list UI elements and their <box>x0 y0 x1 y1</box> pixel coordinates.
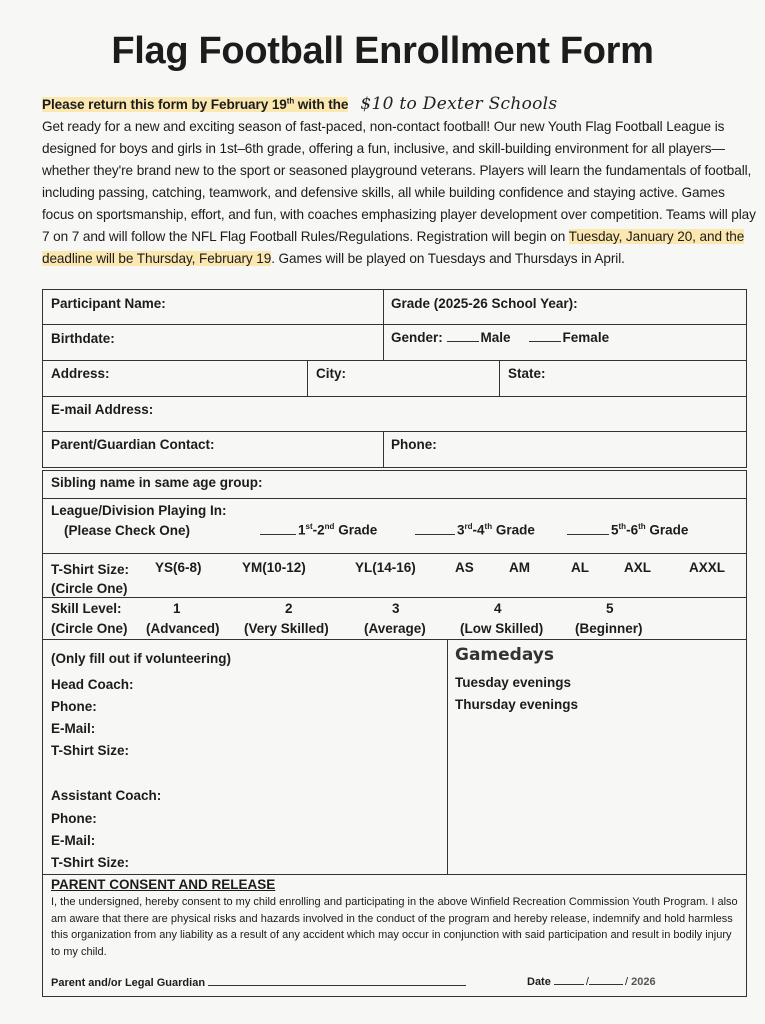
tshirt-option[interactable]: AM <box>509 560 530 575</box>
consent-title: PARENT CONSENT AND RELEASE <box>51 877 276 892</box>
skill-option-desc[interactable]: (Low Skilled) <box>460 621 544 636</box>
division-option-3-4[interactable]: 3rd-4th Grade <box>415 522 535 538</box>
guardian-signature-field[interactable]: Parent and/or Legal Guardian <box>51 977 468 989</box>
return-notice: Please return this form by February 19th with the <box>42 96 349 112</box>
email-field[interactable]: E-mail Address: <box>51 402 154 417</box>
intro-paragraph <box>42 90 757 270</box>
skill-option-number[interactable]: 1 <box>173 601 181 616</box>
tshirt-option[interactable]: YM(10-12) <box>242 560 306 575</box>
state-field[interactable]: State: <box>508 366 546 381</box>
assistant-coach-tshirt-field[interactable]: T-Shirt Size: <box>51 855 130 870</box>
assistant-coach-phone-field[interactable]: Phone: <box>51 811 97 826</box>
division-option-5-6[interactable]: 5th-6th Grade <box>567 522 688 538</box>
skill-option-number[interactable]: 3 <box>392 601 400 616</box>
skill-option-desc[interactable]: (Very Skilled) <box>244 621 329 636</box>
gender-field[interactable]: Gender: Male Female <box>391 330 610 345</box>
tshirt-option[interactable]: AS <box>455 560 474 575</box>
head-coach-field[interactable]: Head Coach: <box>51 677 134 692</box>
head-coach-phone-field[interactable]: Phone: <box>51 699 97 714</box>
skill-instruction: (Circle One) <box>51 621 128 636</box>
address-field[interactable]: Address: <box>51 366 110 381</box>
skill-option-desc[interactable]: (Average) <box>364 621 426 636</box>
assistant-coach-field[interactable]: Assistant Coach: <box>51 788 162 803</box>
tshirt-instruction: (Circle One) <box>51 581 128 596</box>
grade-field[interactable]: Grade (2025-26 School Year): <box>391 296 578 311</box>
volunteer-header: (Only fill out if volunteering) <box>51 651 231 666</box>
tshirt-option[interactable]: AL <box>571 560 589 575</box>
skill-option-number[interactable]: 5 <box>606 601 614 616</box>
tshirt-option[interactable]: YS(6-8) <box>155 560 202 575</box>
tshirt-option[interactable]: YL(14-16) <box>355 560 416 575</box>
assistant-coach-email-field[interactable]: E-Mail: <box>51 833 96 848</box>
form-title: Flag Football Enrollment Form <box>111 30 654 72</box>
consent-text: I, the undersigned, hereby consent to my child enrolling and participating in the above Winfield Recreation Commission Youth Program. I also am aware that there are physical risks and hazards involved in the conduct of the program and hereby release, indemnify and hold harmless this organization from any liability as a result of any accident which may occur in conjunction with said participation and result in bodily injury to my child. <box>51 896 738 958</box>
head-coach-tshirt-field[interactable]: T-Shirt Size: <box>51 743 130 758</box>
gamedays-title: Gamedays <box>455 645 554 665</box>
birthdate-field[interactable]: Birthdate: <box>51 331 115 346</box>
skill-option-desc[interactable]: (Beginner) <box>575 621 643 636</box>
skill-option-number[interactable]: 4 <box>494 601 502 616</box>
tshirt-label: T-Shirt Size: <box>51 562 130 577</box>
date-field[interactable]: Date / / 2026 <box>527 976 656 988</box>
division-instruction: (Please Check One) <box>64 523 191 538</box>
gameday-item: Thursday evenings <box>455 697 579 712</box>
head-coach-email-field[interactable]: E-Mail: <box>51 721 96 736</box>
city-field[interactable]: City: <box>316 366 346 381</box>
tshirt-option[interactable]: AXL <box>624 560 651 575</box>
gameday-item: Tuesday evenings <box>455 675 572 690</box>
parent-contact-field[interactable]: Parent/Guardian Contact: <box>51 437 215 452</box>
skill-label: Skill Level: <box>51 601 122 616</box>
participant-name-field[interactable]: Participant Name: <box>51 296 166 311</box>
sibling-field[interactable]: Sibling name in same age group: <box>51 475 263 490</box>
skill-option-desc[interactable]: (Advanced) <box>146 621 220 636</box>
division-option-1-2[interactable]: 1st-2nd Grade <box>260 522 377 538</box>
tshirt-option[interactable]: AXXL <box>689 560 726 575</box>
description-text: Get ready for a new and exciting season of fast-paced, non-contact football! Our new Youth Flag Football League is designed for boys and girls in 1st–6th grade, offering a fun, inclusive, and skill-building environment for all players—whether they're brand new to the sport or seasoned playground veterans. Players will learn the fundamentals of football, including passing, catching, teamwork, and defensive skills, all while building confidence and staying active. Games focus on sportsmanship, effort, and fun, with coaches emphasizing player development over competition. Teams will play 7 on 7 and will follow the NFL Flag Football Rules/Regulations. Registration will begin on <box>42 118 756 245</box>
phone-field[interactable]: Phone: <box>391 437 437 452</box>
skill-option-number[interactable]: 2 <box>285 601 293 616</box>
description-text-end: . Games will be played on Tuesdays and Thursdays in April. <box>271 251 625 267</box>
registration-dates: Tuesday, January 20, and the deadline will be Thursday, February 19 <box>42 229 745 267</box>
handwritten-note: $10 to Dexter Schools <box>360 93 558 114</box>
division-label: League/Division Playing In: <box>51 503 227 518</box>
